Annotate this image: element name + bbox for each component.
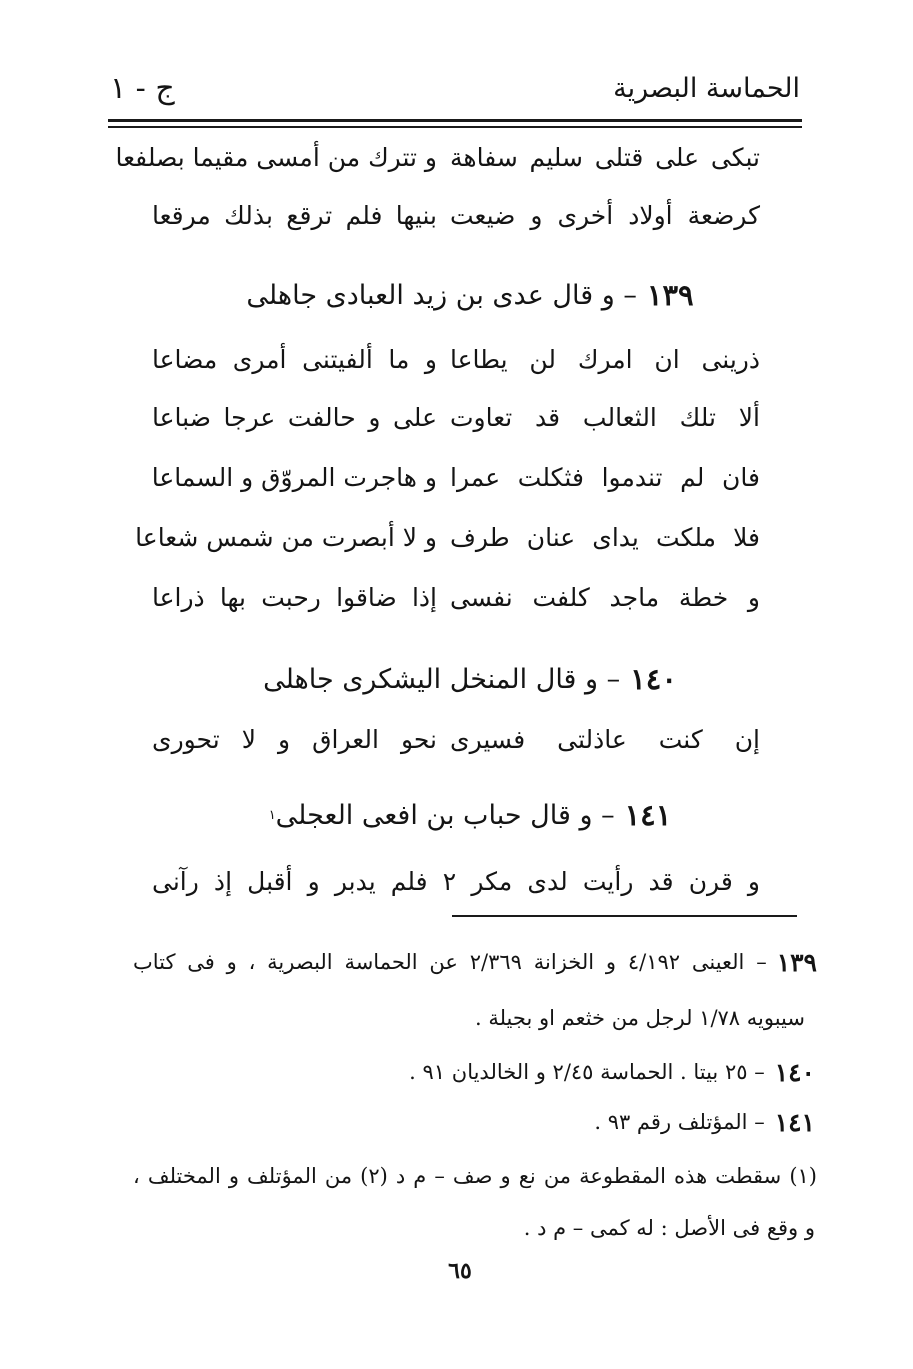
footnote-139-continued xyxy=(125,996,805,1040)
first-hemistich: ألا تلك الثعالب قد تعاوت xyxy=(450,402,760,432)
footnote-139 xyxy=(133,940,817,984)
footnote-rule xyxy=(452,915,797,917)
first-hemistich: ذرينى ان امرك لن يطاعا xyxy=(450,344,760,374)
page-number: ٦٥ xyxy=(448,1258,472,1284)
verse-line xyxy=(152,334,760,384)
verse-line xyxy=(152,714,760,764)
second-hemistich: و هاجرت المروّق و السماعا xyxy=(151,462,437,492)
verse-line xyxy=(115,132,760,182)
first-hemistich: إن كنت عاذلتى فسيرى xyxy=(450,724,760,754)
footnote-text: – ٢٥ بيتا . الحماسة ٢/٤٥ و الخالديان ٩١ . xyxy=(409,1060,765,1084)
first-hemistich: فلا ملكت يداى عنان طرف xyxy=(450,522,760,552)
verse-text: و قرن قد رأيت لدى مكر ٢ فلم يدبر و أقبل إذ رآنى xyxy=(152,866,760,896)
poem-heading-140 xyxy=(130,654,810,704)
footnote-text: و وقع فى الأصل : له كمى – م د . xyxy=(523,1216,815,1240)
verse-line xyxy=(135,512,760,562)
first-hemistich: كرضعة أولاد أخرى و ضيعت xyxy=(450,200,760,230)
second-hemistich: و لا أبصرت من شمس شعاعا xyxy=(135,522,437,552)
footnote-number: ١٤١ xyxy=(774,1107,815,1137)
page-header xyxy=(110,62,800,114)
footnote-141 xyxy=(135,1100,815,1144)
footnote-140 xyxy=(135,1050,815,1094)
second-hemistich: على و حالفت عرجا ضباعا xyxy=(152,402,437,432)
poem-number: ١٤٠ xyxy=(630,662,677,696)
verse-line xyxy=(152,452,760,502)
header-rule-thick xyxy=(108,119,802,122)
note-1-continued xyxy=(135,1206,815,1250)
poem-heading-text: – و قال حباب بن افعى العجلى xyxy=(275,799,615,831)
second-hemistich: بنيها فلم ترقع بذلك مرقعا xyxy=(152,200,437,230)
poem-heading-text: – و قال المنخل اليشكرى جاهلى xyxy=(263,663,621,695)
poem-heading-text: – و قال عدى بن زيد العبادى جاهلى xyxy=(246,279,637,311)
poem-number: ١٣٩ xyxy=(646,278,694,312)
footnote-marker: ١ xyxy=(268,807,276,823)
footnote-text: – المؤتلف رقم ٩٣ . xyxy=(594,1110,765,1134)
poem-number: ١٤١ xyxy=(624,798,672,832)
second-hemistich: و تترك من أمسى مقيما بصلفعا xyxy=(115,142,437,172)
first-hemistich: و خطة ماجد كلفت نفسى xyxy=(450,582,760,612)
verse-line xyxy=(152,572,760,622)
running-title: الحماسة البصرية xyxy=(613,72,800,104)
footnote-text: سيبويه ١/٧٨ لرجل من خثعم او بجيلة . xyxy=(474,1006,805,1030)
verse-line xyxy=(152,856,760,906)
note-1 xyxy=(133,1154,817,1198)
footnote-number: ١٤٠ xyxy=(774,1057,815,1087)
poem-heading-141 xyxy=(130,790,810,840)
second-hemistich: و ما ألفيتنى أمرى مضاعا xyxy=(152,344,437,374)
verse-line xyxy=(152,392,760,442)
first-hemistich: فان لم تندموا فثكلت عمرا xyxy=(450,462,760,492)
header-rule-thin xyxy=(108,126,802,128)
footnote-text: – العينى ٤/١٩٢ و الخزانة ٢/٣٦٩ عن الحماسة البصرية ، و فى كتاب xyxy=(133,950,767,974)
poem-heading-139 xyxy=(130,270,810,320)
second-hemistich: إذا ضاقوا رحبت بها ذراعا xyxy=(152,582,437,612)
second-hemistich: نحو العراق و لا تحورى xyxy=(152,724,437,754)
part-label: ج - ١ xyxy=(110,70,175,106)
first-hemistich: تبكى على قتلى سليم سفاهة xyxy=(450,142,760,172)
footnote-number: ١٣٩ xyxy=(776,947,817,977)
verse-line xyxy=(152,190,760,240)
footnote-text: (١) سقطت هذه المقطوعة من نع و صف – م د (٢) من المؤتلف و المختلف ، xyxy=(133,1164,817,1188)
